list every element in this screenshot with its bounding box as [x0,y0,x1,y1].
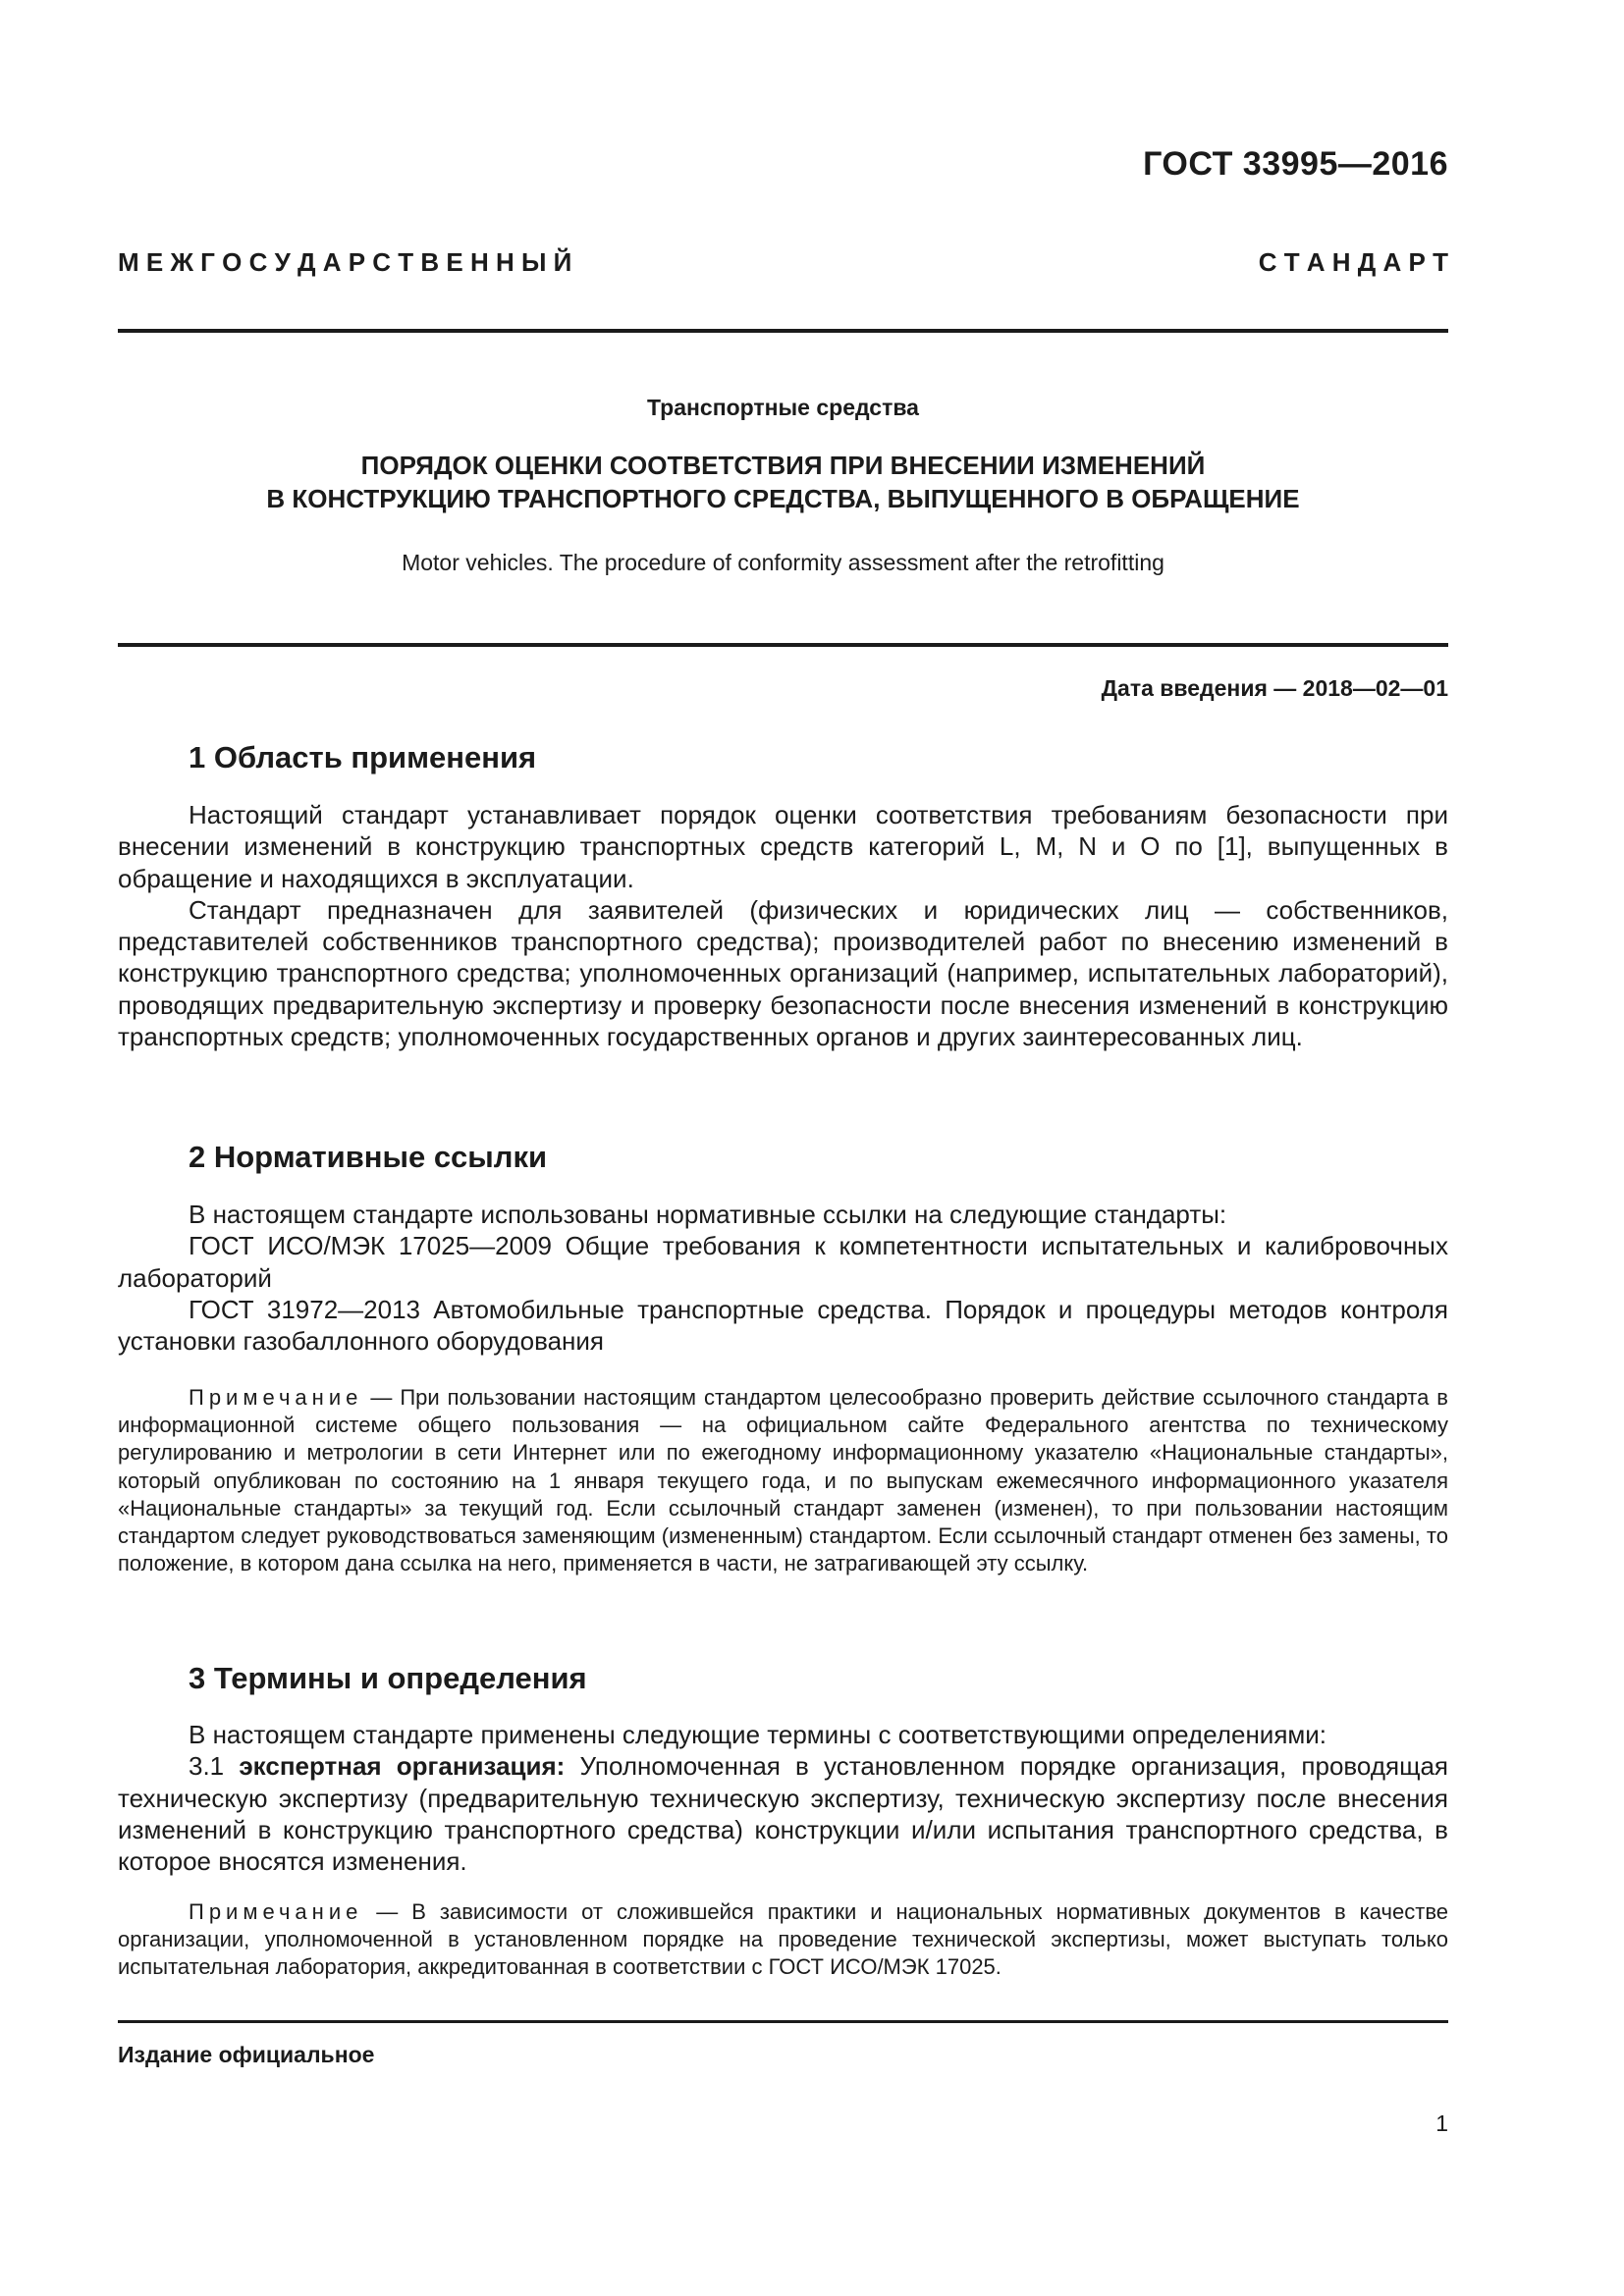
footer-divider [118,2020,1448,2023]
section-2-reference-2: ГОСТ 31972—2013 Автомобильные транспортные средства. Порядок и процедуры методов контроля установки газобаллонного оборудования [118,1294,1448,1357]
note-label: Примечание [189,1385,363,1410]
note-label: Примечание [189,1899,363,1924]
section-1-paragraph-1: Настоящий стандарт устанавливает порядок оценки соответствия требованиям безопасности при внесении изменений в конструкцию транспортных средств категорий L, M, N и O по [1], выпущенных в обращение и находящихся в эксплуатации. [118,800,1448,893]
document-type-heading [118,247,1448,278]
official-edition-label: Издание официальное [118,2042,375,2067]
section-2-title: 2 Нормативные ссылки [189,1140,548,1174]
introduction-date: Дата введения — 2018—02—01 [1101,675,1448,701]
page-number: 1 [1435,2110,1448,2136]
section-1-title: 1 Область применения [189,740,537,774]
document-page [118,0,1448,2296]
section-2-body [118,1199,1448,1357]
document-title [118,449,1448,515]
top-divider [118,329,1448,333]
section-1-body [118,799,1448,1052]
term-definition-text: Уполномоченная в установленном порядке организация, проводящая техническую экспертизу (предварительную техническую экспертизу, техническую экспертизу после внесения изменений в конструкцию транспортного средства) конструкции и/или испытания транспортного средства, в которое вносятся изменения. [118,1751,1448,1877]
document-title-line-2: В КОНСТРУКЦИЮ ТРАНСПОРТНОГО СРЕДСТВА, ВЫПУЩЕННОГО В ОБРАЩЕНИЕ [266,484,1300,513]
section-3-paragraph-1: В настоящем стандарте применены следующие термины с соответствующими определениями: [189,1720,1327,1749]
section-3-title: 3 Термины и определения [189,1661,587,1695]
document-title-english: Motor vehicles. The procedure of conformity assessment after the retrofitting [402,550,1164,575]
title-divider [118,643,1448,647]
section-2-note [118,1384,1448,1577]
document-code: ГОСТ 33995—2016 [1143,145,1448,183]
document-subject: Транспортные средства [647,395,919,420]
document-type-word-interstate: М Е Ж Г О С У Д А Р С Т В Е Н Н Ы Й [118,247,572,277]
section-3-body [118,1719,1448,1877]
note-text: — При пользовании настоящим стандартом целесообразно проверить действие ссылочного стандарта в информационной системе общего пользования — на официальном сайте Федерального агентства по техническому регулированию и метрологии в сети Интернет или по ежегодному информационному указателю «Национальные стандарты», который опубликован по состоянию на 1 января текущего года, и по выпускам ежемесячного информационного указателя «Национальные стандарты» за текущий год. Если ссылочный стандарт заменен (изменен), то при пользовании настоящим стандартом следует руководствоваться заменяющим (измененным) стандартом. Если ссылочный стандарт отменен без замены, то положение, в котором дана ссылка на него, применяется в части, не затрагивающей эту ссылку. [118,1385,1448,1576]
section-1-paragraph-2: Стандарт предназначен для заявителей (физических и юридических лиц — собственников, представителей собственников транспортного средства); производителей работ по внесению изменений в конструкцию транспортного средства; уполномоченных организаций (например, испытательных лабораторий), проводящих предварительную экспертизу и проверку безопасности после внесения изменений в конструкцию транспортных средств; уполномоченных государственных органов и других заинтересованных лиц. [118,894,1448,1052]
section-3-note [118,1898,1448,1982]
term-number: 3.1 [189,1751,240,1782]
document-type-word-standard: С Т А Н Д А Р Т [1258,247,1448,277]
section-2-reference-1: ГОСТ ИСО/МЭК 17025—2009 Общие требования к компетентности испытательных и калибровочных лабораторий [118,1231,1448,1293]
note-text: — В зависимости от сложившейся практики и национальных нормативных документов в качестве организации, уполномоченной в установленном порядке на проведение технической экспертизы, может выступать только испытательная лаборатория, аккредитованная в соответствии с ГОСТ ИСО/МЭК 17025. [118,1899,1448,1980]
term-definition-3-1 [118,1750,1448,1877]
document-title-line-1: ПОРЯДОК ОЦЕНКИ СООТВЕТСТВИЯ ПРИ ВНЕСЕНИИ ИЗМЕНЕНИЙ [360,451,1206,480]
section-2-paragraph-1: В настоящем стандарте использованы нормативные ссылки на следующие стандарты: [189,1200,1227,1229]
term-name: экспертная организация: [239,1751,566,1782]
